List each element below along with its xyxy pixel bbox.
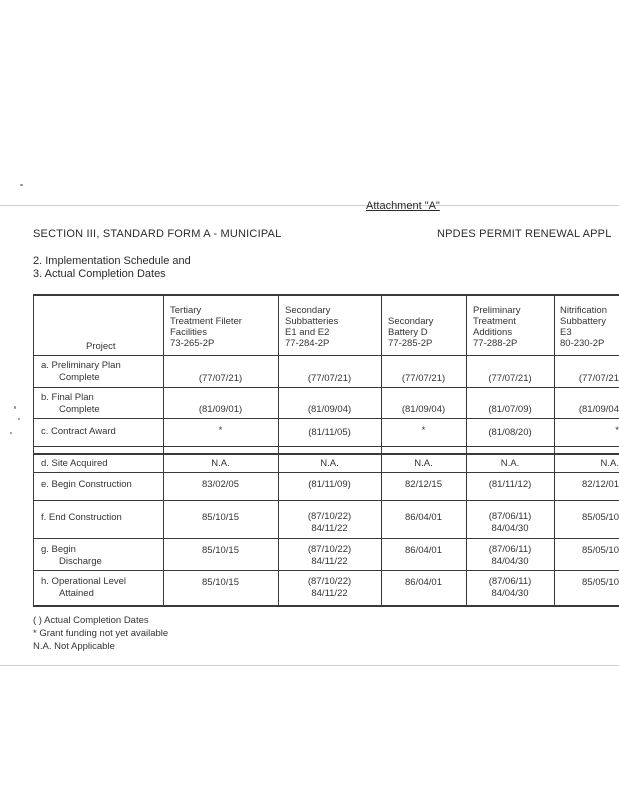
table-cell: (87/10/22) xyxy=(307,576,352,587)
project-header: Project xyxy=(86,341,116,352)
row-label: a. Preliminary Plan xyxy=(41,360,121,371)
table-cell: * xyxy=(218,425,223,436)
table-cell: (87/06/11) xyxy=(488,576,532,587)
column-header-line: Tertiary xyxy=(170,305,202,316)
table-row-divider xyxy=(33,570,619,571)
table-row-divider xyxy=(33,472,619,473)
column-header-line: Treatment xyxy=(473,316,516,327)
column-header-line: E1 and E2 xyxy=(285,327,330,338)
table-row-divider xyxy=(33,446,619,447)
table-row-divider xyxy=(33,500,619,501)
table-border-top xyxy=(33,294,619,296)
table-cell: 83/02/05 xyxy=(202,479,239,490)
row-label: e. Begin Construction xyxy=(41,479,132,490)
footnote-not-applicable: N.A. Not Applicable xyxy=(33,641,115,652)
table-cell: (81/09/04) xyxy=(401,404,446,415)
table-cell: N.A. xyxy=(600,458,619,469)
column-header-line: Subbattery xyxy=(560,316,606,327)
column-header-line: 77-284-2P xyxy=(285,338,330,349)
table-cell: 82/12/15 xyxy=(405,479,442,490)
table-cell: (87/10/22) xyxy=(307,511,352,522)
column-header-line: Secondary xyxy=(285,305,331,316)
column-header-line: Treatment Fileter xyxy=(170,316,242,327)
row-label: Attained xyxy=(59,588,94,599)
table-cell: (81/09/01) xyxy=(198,404,243,415)
column-header-line: E3 xyxy=(560,327,572,338)
table-cell: N.A. xyxy=(320,458,339,469)
table-cell: N.A. xyxy=(211,458,230,469)
table-cell: (81/09/04 xyxy=(578,404,619,415)
scan-artifact-line xyxy=(0,205,619,206)
column-header-line: Battery D xyxy=(388,327,428,338)
table-cell: 86/04/01 xyxy=(405,577,442,588)
table-cell: 84/11/22 xyxy=(311,588,348,599)
table-cell: * xyxy=(421,425,426,436)
row-label: Complete xyxy=(59,404,100,415)
row-label: Complete xyxy=(59,372,100,383)
table-cell: (87/06/11) xyxy=(488,511,532,522)
column-header-line: Nitrification xyxy=(560,305,607,316)
table-cell: 84/04/30 xyxy=(491,588,529,599)
column-header-line: 73-265-2P xyxy=(170,338,215,349)
table-row-divider xyxy=(33,387,619,388)
table-cell: 86/04/01 xyxy=(405,512,442,523)
table-border-left xyxy=(33,294,34,606)
npdes-title: NPDES PERMIT RENEWAL APPL xyxy=(437,228,612,240)
table-row-divider xyxy=(33,538,619,539)
footnote-grant-funding: * Grant funding not yet available xyxy=(33,628,169,639)
table-cell: 85/10/15 xyxy=(202,545,239,556)
table-cell: 85/10/15 xyxy=(202,512,239,523)
column-header-line: Preliminary xyxy=(473,305,521,316)
table-cell: (77/07/21) xyxy=(307,373,352,384)
heading-item-3: 3. Actual Completion Dates xyxy=(33,268,166,280)
column-header-line: 80-230-2P xyxy=(560,338,605,349)
column-header-line: 77-285-2P xyxy=(388,338,433,349)
scan-artifact-speck xyxy=(20,184,23,186)
column-header-line: 77-288-2P xyxy=(473,338,518,349)
column-header-line: Subbatteries xyxy=(285,316,339,327)
column-header-line: Facilities xyxy=(170,327,207,338)
table-row-divider xyxy=(33,453,619,455)
section-title: SECTION III, STANDARD FORM A - MUNICIPAL xyxy=(33,228,282,240)
scan-artifact-line xyxy=(0,665,619,666)
table-cell: (77/07/21 xyxy=(578,373,619,384)
row-label: g. Begin xyxy=(41,544,76,555)
heading-item-2: 2. Implementation Schedule and xyxy=(33,255,191,267)
table-row-divider xyxy=(33,418,619,419)
table-header-divider xyxy=(33,355,619,356)
row-label: d. Site Acquired xyxy=(41,458,108,469)
table-cell: N.A. xyxy=(414,458,433,469)
attachment-label: Attachment "A" xyxy=(366,200,440,212)
table-cell: 84/04/30 xyxy=(491,556,529,567)
row-label: b. Final Plan xyxy=(41,392,94,403)
table-cell: * xyxy=(615,425,619,436)
row-label: c. Contract Award xyxy=(41,426,116,437)
table-cell: (81/07/09) xyxy=(488,404,532,415)
column-header-line: Secondary xyxy=(388,316,434,327)
table-cell: (81/08/20) xyxy=(488,427,532,438)
scan-artifact-speck xyxy=(14,406,16,409)
table-cell: 82/12/01 xyxy=(582,479,619,490)
table-cell: 84/04/30 xyxy=(491,523,529,534)
table-cell: (81/09/04) xyxy=(307,404,352,415)
scan-artifact-speck xyxy=(18,418,20,420)
table-cell: 84/11/22 xyxy=(311,523,348,534)
table-cell: 85/05/10 xyxy=(582,545,619,556)
footnote-actual-dates: ( ) Actual Completion Dates xyxy=(33,615,149,626)
table-cell: (77/07/21) xyxy=(198,373,243,384)
table-cell: 85/10/15 xyxy=(202,577,239,588)
table-cell: (81/11/12) xyxy=(488,479,532,490)
table-cell: 85/05/10 xyxy=(582,512,619,523)
scan-artifact-speck xyxy=(10,432,12,434)
row-label: h. Operational Level xyxy=(41,576,127,587)
column-header-line: Additions xyxy=(473,327,513,338)
table-cell: 84/11/22 xyxy=(311,556,348,567)
table-cell: (87/06/11) xyxy=(488,544,532,555)
row-label: Discharge xyxy=(59,556,102,567)
table-cell: N.A. xyxy=(500,458,520,469)
table-column-divider xyxy=(554,294,555,606)
table-border-bottom xyxy=(33,605,619,607)
table-cell: (81/11/09) xyxy=(308,479,351,490)
table-column-divider xyxy=(163,294,164,606)
table-cell: (77/07/21) xyxy=(401,373,446,384)
table-column-divider xyxy=(381,294,382,606)
table-cell: (77/07/21) xyxy=(488,373,532,384)
table-cell: (87/10/22) xyxy=(307,544,352,555)
table-cell: 86/04/01 xyxy=(405,545,442,556)
table-cell: (81/11/05) xyxy=(308,427,351,438)
table-cell: 85/05/10 xyxy=(582,577,619,588)
row-label: f. End Construction xyxy=(41,512,122,523)
